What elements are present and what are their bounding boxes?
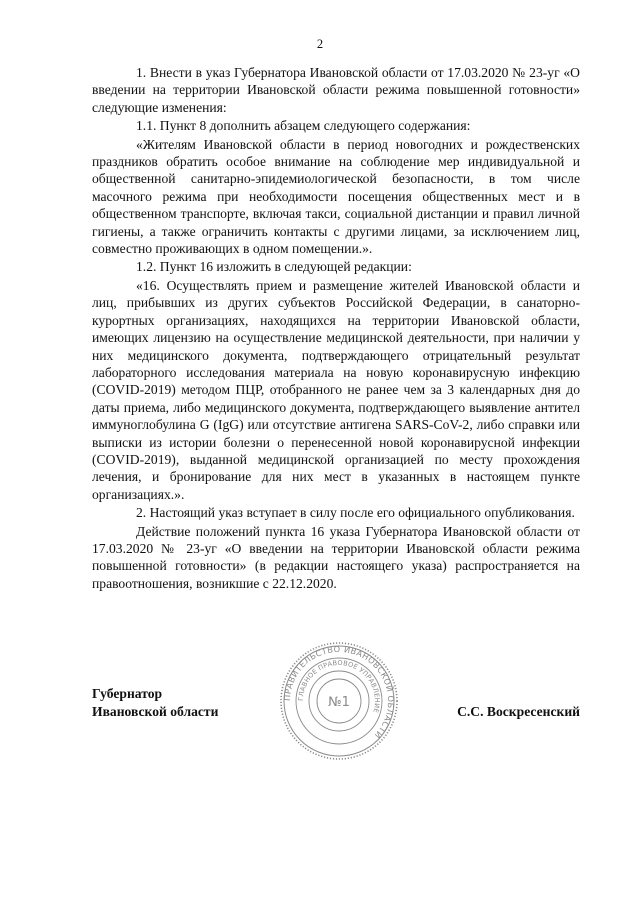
paragraph-amend-decree: 1. Внести в указ Губернатора Ивановской области от 17.03.2020 № 23-уг «О введении на территории Ивановской области режима повышенной готовности» следующие изменения: — [92, 65, 580, 115]
seal-inner-text: ГЛАВНОЕ ПРАВОВОЕ УПРАВЛЕНИЕ — [296, 658, 382, 714]
signatory-name: С.С. Воскресенский — [457, 704, 580, 719]
paragraph-item-1-2: 1.2. Пункт 16 изложить в следующей редакции: — [136, 259, 412, 275]
signatory-title-line2: Ивановской области — [92, 704, 219, 719]
paragraph-item-1-1: 1.1. Пункт 8 дополнить абзацем следующего содержания: — [136, 118, 471, 134]
signature-block — [92, 685, 580, 765]
seal-center-number: №1 — [328, 695, 350, 710]
paragraph-item-16: «16. Осуществлять прием и размещение жителей Ивановской области и лиц, прибывших из других субъектов Российской Федерации, в санаторно-курортных организациях, находящихся на территории Ивановской области, имеющих лицензию на осуществление медицинской деятельности, при наличии у них медицинского документа, подтверждающего отрицательный результат лабораторного исследования материала на новую коронавирусную инфекцию (COVID-2019) методом ПЦР, отобранного не ранее чем за 3 календарных дня до даты приема, либо медицинского документа, подтверждающего выявление антител иммуноглобулина G (IgG) или отсутствие антигена SARS-CoV-2, либо справки или выписки из истории болезни о перенесенной новой коронавирусной инфекции (COVID-2019), выданной медицинской организацией по месту прохождения лечения, и бронирование для них мест в указанных в настоящем пункте организациях.». — [92, 277, 580, 502]
seal-outer-text: ПРАВИТЕЛЬСТВО ИВАНОВСКОЙ ОБЛАСТИ — [281, 643, 397, 741]
paragraph-residents-notice: «Жителям Ивановской области в период новогодних и рождественских праздников обратить особое внимание на соблюдение мер индивидуальной и общественной санитарно-эпидемиологической безопасности, в том числе масочного режима при необходимости посещения общественных мест и в общественном транспорте, включая такси, социальной дистанции и правил личной гигиены, а также ограничить контакты с другими лицами, за исключением лиц, совместно проживающих в одном помещении.». — [92, 136, 580, 257]
paragraph-retroactive: Действие положений пункта 16 указа Губернатора Ивановской области от 17.03.2020 № 23-уг «О введении на территории Ивановской области режима повышенной готовности» (в редакции настоящего указа) распространяется на правоотношения, возникшие с 22.12.2020. — [92, 523, 580, 591]
page-number: 2 — [316, 37, 324, 51]
signatory-title-line1: Губернатор — [92, 686, 163, 701]
signatory-title — [92, 685, 218, 721]
paragraph-effective-date: 2. Настоящий указ вступает в силу после его официального опубликования. — [136, 505, 575, 521]
document-body — [92, 64, 580, 592]
